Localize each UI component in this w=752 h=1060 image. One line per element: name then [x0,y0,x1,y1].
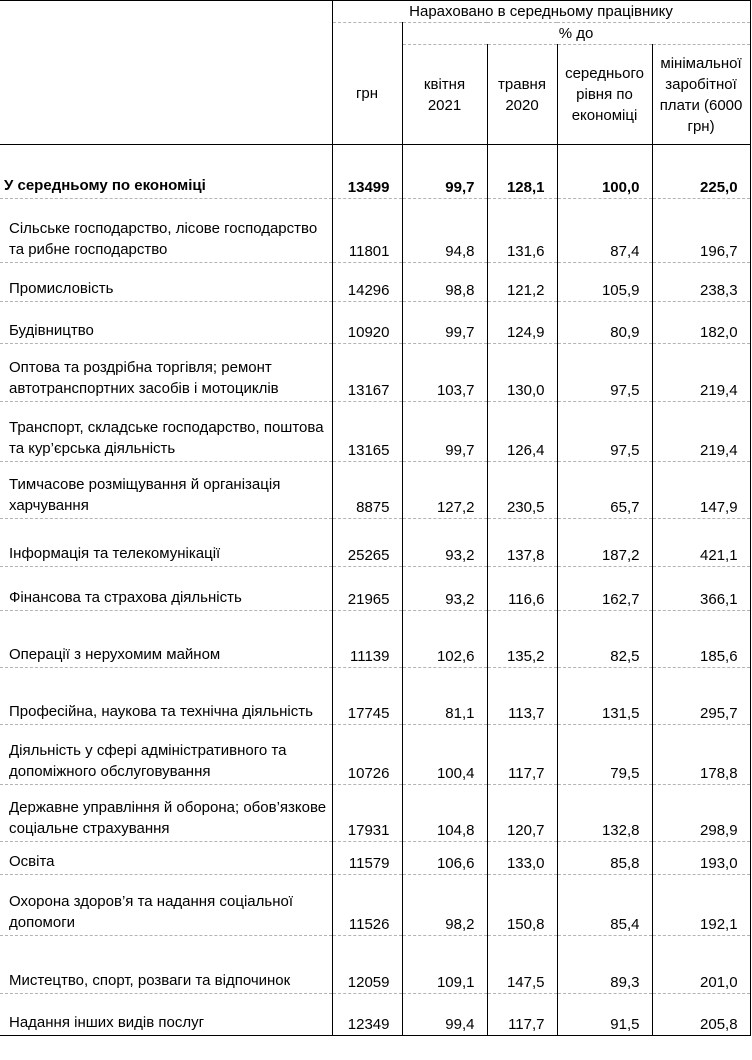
value-april-2021: 93,2 [402,519,487,567]
value-may-2020: 113,7 [487,668,557,725]
value-economy-avg: 85,8 [557,842,652,875]
header-col-april-2021: квітня 2021 [402,45,487,145]
value-min-wage: 219,4 [652,344,750,402]
industry-name: Освіта [0,842,332,875]
industry-name: Тимчасове розміщування й організація харчування [0,462,332,519]
value-economy-avg: 82,5 [557,611,652,668]
value-uah: 11526 [332,875,402,936]
industry-name: Промисловість [0,263,332,302]
table-row [0,611,750,668]
table-row [0,402,750,462]
value-april-2021: 102,6 [402,611,487,668]
value-uah: 13499 [332,145,402,199]
industry-name: Мистецтво, спорт, розваги та відпочинок [0,936,332,994]
table-row [0,344,750,402]
industry-name: Надання інших видів послуг [0,994,332,1036]
value-uah: 13167 [332,344,402,402]
value-economy-avg: 65,7 [557,462,652,519]
value-economy-avg: 89,3 [557,936,652,994]
value-min-wage: 295,7 [652,668,750,725]
value-may-2020: 147,5 [487,936,557,994]
header-percent-to: % до [402,23,750,45]
value-may-2020: 120,7 [487,785,557,842]
industry-name: Професійна, наукова та технічна діяльність [0,668,332,725]
value-may-2020: 121,2 [487,263,557,302]
value-april-2021: 99,7 [402,302,487,344]
value-may-2020: 124,9 [487,302,557,344]
table-row [0,462,750,519]
value-economy-avg: 91,5 [557,994,652,1036]
value-uah: 14296 [332,263,402,302]
table-row [0,725,750,785]
value-april-2021: 103,7 [402,344,487,402]
value-min-wage: 298,9 [652,785,750,842]
value-economy-avg: 97,5 [557,402,652,462]
value-april-2021: 127,2 [402,462,487,519]
industry-name: Транспорт, складське господарство, поштова та кур’єрська діяльність [0,402,332,462]
table-row [0,519,750,567]
value-may-2020: 137,8 [487,519,557,567]
value-min-wage: 421,1 [652,519,750,567]
value-min-wage: 219,4 [652,402,750,462]
industry-name: Фінансова та страхова діяльність [0,567,332,611]
table-row [0,875,750,936]
value-april-2021: 98,8 [402,263,487,302]
value-economy-avg: 79,5 [557,725,652,785]
value-uah: 13165 [332,402,402,462]
table-row [0,842,750,875]
value-uah: 17745 [332,668,402,725]
table-row [0,936,750,994]
value-april-2021: 109,1 [402,936,487,994]
value-min-wage: 238,3 [652,263,750,302]
value-economy-avg: 100,0 [557,145,652,199]
value-may-2020: 230,5 [487,462,557,519]
industry-name: Будівництво [0,302,332,344]
value-min-wage: 147,9 [652,462,750,519]
table-row [0,668,750,725]
value-uah: 12059 [332,936,402,994]
industry-name: Операції з нерухомим майном [0,611,332,668]
table-row-total [0,145,750,199]
header-accrued: Нараховано в середньому працівнику [332,1,750,23]
table-row [0,785,750,842]
value-april-2021: 81,1 [402,668,487,725]
value-may-2020: 130,0 [487,344,557,402]
value-may-2020: 150,8 [487,875,557,936]
industry-name: Державне управління й оборона; обов’язкове соціальне страхування [0,785,332,842]
value-april-2021: 106,6 [402,842,487,875]
value-april-2021: 93,2 [402,567,487,611]
value-may-2020: 128,1 [487,145,557,199]
industry-name: Охорона здоров’я та надання соціальної допомоги [0,875,332,936]
value-may-2020: 117,7 [487,725,557,785]
value-uah: 11579 [332,842,402,875]
value-may-2020: 116,6 [487,567,557,611]
value-min-wage: 196,7 [652,199,750,263]
industry-name: Сільське господарство, лісове господарство та рибне господарство [0,199,332,263]
value-min-wage: 366,1 [652,567,750,611]
table-row [0,994,750,1036]
value-may-2020: 135,2 [487,611,557,668]
header-col-min-wage: мінімальної заробітної плати (6000 грн) [652,45,750,145]
value-economy-avg: 105,9 [557,263,652,302]
value-uah: 25265 [332,519,402,567]
table-row [0,302,750,344]
value-april-2021: 104,8 [402,785,487,842]
header-col-economy-avg: середнього рівня по економіці [557,45,652,145]
value-economy-avg: 132,8 [557,785,652,842]
industry-name: У середньому по економіці [0,145,332,199]
value-min-wage: 205,8 [652,994,750,1036]
value-min-wage: 193,0 [652,842,750,875]
value-economy-avg: 131,5 [557,668,652,725]
header-col-uah: грн [332,23,402,145]
value-april-2021: 99,7 [402,402,487,462]
value-uah: 11801 [332,199,402,263]
value-april-2021: 99,4 [402,994,487,1036]
value-min-wage: 182,0 [652,302,750,344]
value-economy-avg: 162,7 [557,567,652,611]
value-min-wage: 185,6 [652,611,750,668]
table-row [0,263,750,302]
value-min-wage: 192,1 [652,875,750,936]
value-april-2021: 100,4 [402,725,487,785]
value-april-2021: 98,2 [402,875,487,936]
value-april-2021: 94,8 [402,199,487,263]
value-economy-avg: 80,9 [557,302,652,344]
value-uah: 11139 [332,611,402,668]
value-may-2020: 117,7 [487,994,557,1036]
value-uah: 12349 [332,994,402,1036]
value-uah: 10726 [332,725,402,785]
value-april-2021: 99,7 [402,145,487,199]
value-may-2020: 131,6 [487,199,557,263]
value-uah: 8875 [332,462,402,519]
industry-name: Інформація та телекомунікації [0,519,332,567]
value-uah: 10920 [332,302,402,344]
value-min-wage: 178,8 [652,725,750,785]
value-min-wage: 201,0 [652,936,750,994]
value-economy-avg: 87,4 [557,199,652,263]
value-uah: 21965 [332,567,402,611]
value-may-2020: 126,4 [487,402,557,462]
value-economy-avg: 187,2 [557,519,652,567]
industry-name: Оптова та роздрібна торгівля; ремонт автотранспортних засобів і мотоциклів [0,344,332,402]
value-uah: 17931 [332,785,402,842]
header-empty-cell [0,1,332,145]
table-row [0,199,750,263]
header-col-may-2020: травня 2020 [487,45,557,145]
industry-name: Діяльність у сфері адміністративного та допоміжного обслуговування [0,725,332,785]
value-economy-avg: 97,5 [557,344,652,402]
value-min-wage: 225,0 [652,145,750,199]
value-economy-avg: 85,4 [557,875,652,936]
value-may-2020: 133,0 [487,842,557,875]
table-row [0,567,750,611]
